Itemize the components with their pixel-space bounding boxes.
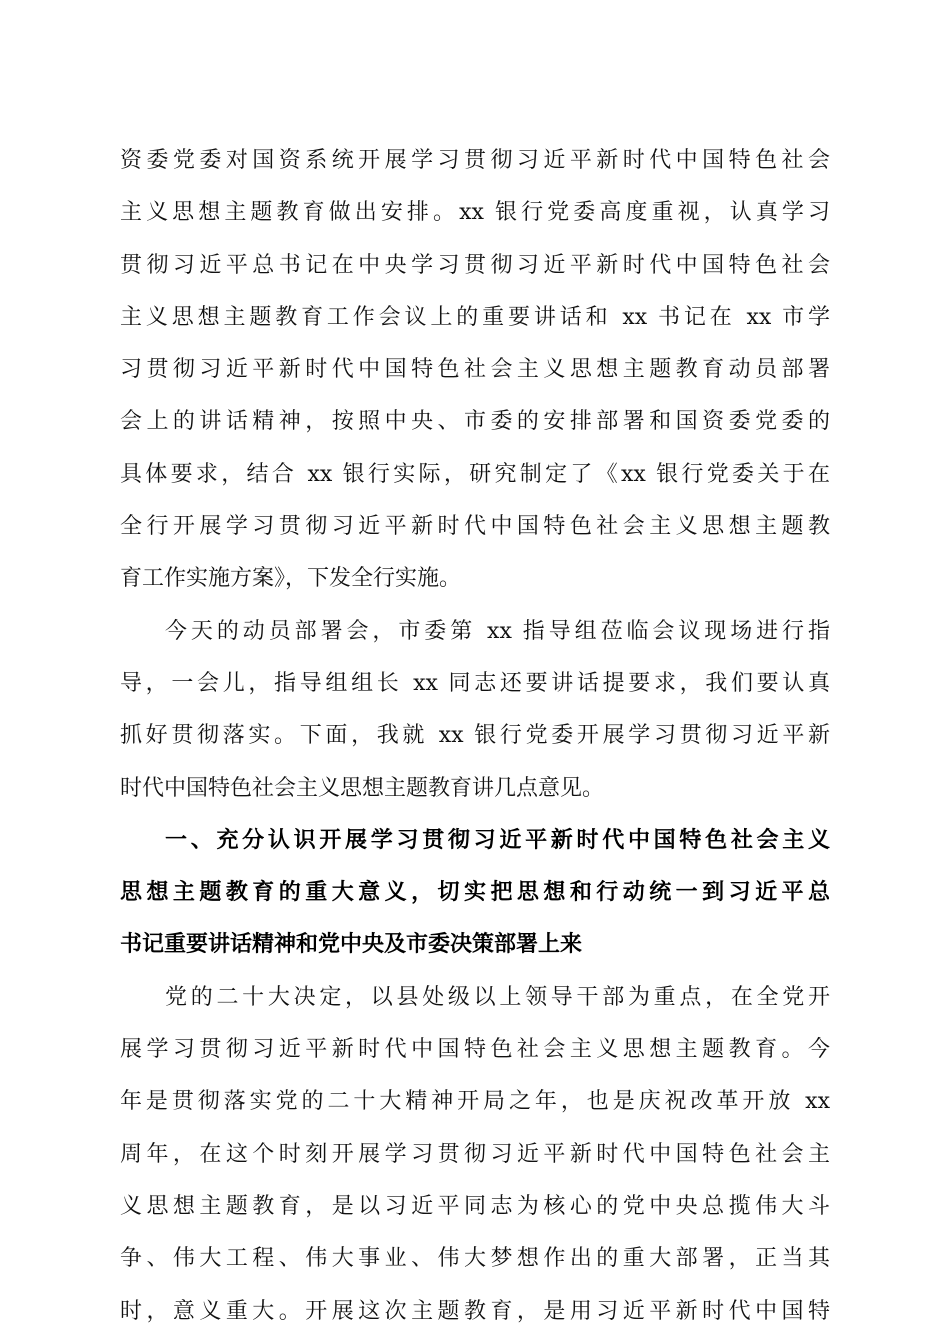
paragraph-2	[120, 606, 830, 815]
text-line: 年是贯彻落实党的二十大精神开局之年，也是庆祝改革开放 xx	[120, 1089, 830, 1115]
text-line: 周年，在这个时刻开展学习贯彻习近平新时代中国特色社会主	[120, 1141, 830, 1167]
text-line: 党的二十大决定，以县处级以上领导干部为重点，在全党开	[165, 984, 830, 1010]
text-line: 今天的动员部署会，市委第 xx 指导组莅临会议现场进行指	[165, 618, 830, 644]
paragraph-1	[120, 135, 830, 606]
text-line: 展学习贯彻习近平新时代中国特色社会主义思想主题教育。今	[120, 1037, 830, 1063]
text-line: 贯彻习近平总书记在中央学习贯彻习近平新时代中国特色社会	[120, 252, 830, 278]
text-line: 争、伟大工程、伟大事业、伟大梦想作出的重大部署，正当其	[120, 1246, 830, 1272]
text-line: 导，一会儿，指导组组长 xx 同志还要讲话提要求，我们要认真	[120, 670, 830, 696]
section-heading-1	[120, 815, 830, 972]
text-line: 抓好贯彻落实。下面，我就 xx 银行党委开展学习贯彻习近平新	[120, 723, 830, 749]
text-line: 主义思想主题教育做出安排。xx 银行党委高度重视，认真学习	[120, 200, 830, 226]
heading-line: 书记重要讲话精神和党中央及市委决策部署上来	[120, 932, 583, 958]
document-body	[120, 135, 830, 1338]
text-line: 时代中国特色社会主义思想主题教育讲几点意见。	[120, 775, 605, 801]
text-line: 全行开展学习贯彻习近平新时代中国特色社会主义思想主题教	[120, 514, 830, 540]
paragraph-3	[120, 972, 830, 1338]
text-line: 具体要求，结合 xx 银行实际，研究制定了《xx 银行党委关于在	[120, 461, 830, 487]
text-line: 时，意义重大。开展这次主题教育，是用习近平新时代中国特	[120, 1298, 830, 1324]
text-line: 育工作实施方案》，下发全行实施。	[120, 566, 462, 592]
text-line: 会上的讲话精神，按照中央、市委的安排部署和国资委党委的	[120, 409, 830, 435]
text-line: 主义思想主题教育工作会议上的重要讲话和 xx 书记在 xx 市学	[120, 304, 830, 330]
heading-line: 一、充分认识开展学习贯彻习近平新时代中国特色社会主义	[165, 827, 830, 853]
text-line: 资委党委对国资系统开展学习贯彻习近平新时代中国特色社会	[120, 148, 830, 173]
text-line: 习贯彻习近平新时代中国特色社会主义思想主题教育动员部署	[120, 357, 830, 383]
heading-line: 思想主题教育的重大意义，切实把思想和行动统一到习近平总	[120, 880, 830, 906]
text-line: 义思想主题教育，是以习近平同志为核心的党中央总揽伟大斗	[120, 1193, 830, 1219]
